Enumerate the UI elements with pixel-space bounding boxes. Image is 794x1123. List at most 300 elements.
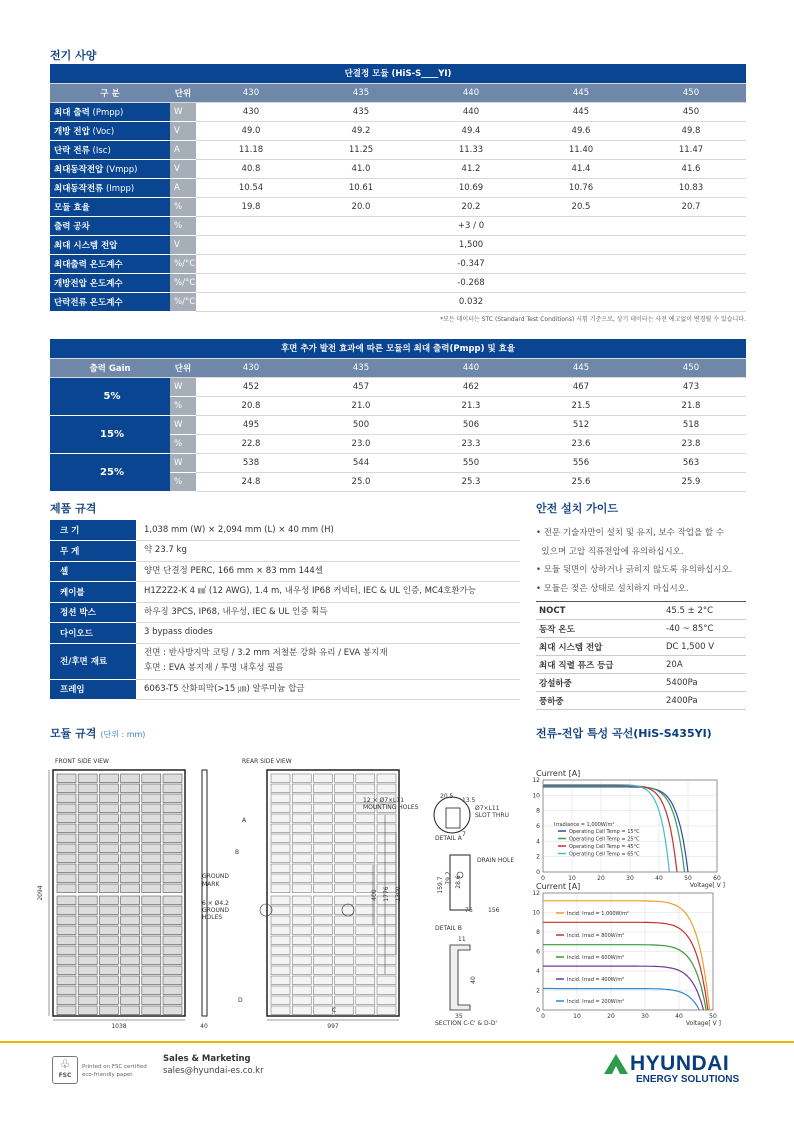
y-tick-label: 0 xyxy=(536,869,540,876)
row-unit: % xyxy=(170,472,196,491)
value-cell: 19.8 xyxy=(196,197,306,216)
dim-159-7: 159.7 xyxy=(437,876,444,894)
value-cell: 23.3 xyxy=(416,434,526,453)
value-cell: 20.0 xyxy=(306,197,416,216)
row-label-ko: 단락 전류 xyxy=(54,145,90,156)
dim-1776: 1776 xyxy=(383,886,390,902)
label-c: C xyxy=(332,1007,337,1014)
dim-1300: 1300 xyxy=(395,886,402,902)
y-tick-label: 4 xyxy=(536,968,540,975)
dim-79-2: 79.2 xyxy=(445,871,452,885)
value-cell: 20.5 xyxy=(526,197,636,216)
gain-row-w xyxy=(50,377,746,396)
model-header: 435 xyxy=(306,83,416,102)
product-spec-text: 전면 : 반사방지막 코팅 / 3.2 mm 저철분 강화 유리 / EVA 봉지재 xyxy=(144,648,388,658)
dim-7: 7 xyxy=(462,831,466,838)
value-cell: 556 xyxy=(526,453,636,472)
value-cell: 25.3 xyxy=(416,472,526,491)
ground-holes-label: 6 × Ø4.2 xyxy=(202,900,229,907)
x-tick-label: 10 xyxy=(568,875,576,882)
product-spec-value xyxy=(136,643,520,679)
dim-400: 400 xyxy=(371,889,378,901)
slot-label2: SLOT THRU xyxy=(475,812,509,819)
module-dims-title-text: 모듈 규격 xyxy=(50,727,97,740)
value-cell: -0.347 xyxy=(196,254,746,273)
detail-b-label: DETAIL B xyxy=(435,925,462,932)
product-spec-table xyxy=(50,520,520,700)
spec-row xyxy=(50,216,746,235)
value-cell: 21.8 xyxy=(636,396,746,415)
safety-spec-key: NOCT xyxy=(536,602,666,620)
value-cell: 11.18 xyxy=(196,140,306,159)
iv-chart-temperature xyxy=(532,768,732,888)
row-label: 개방전압 온도계수 xyxy=(50,273,170,292)
value-cell: 49.4 xyxy=(416,121,526,140)
col-unit: 단위 xyxy=(170,83,196,102)
value-cell: 20.8 xyxy=(196,396,306,415)
product-spec-row xyxy=(50,602,520,623)
row-label xyxy=(50,178,170,197)
brand-sub: ENERGY SOLUTIONS xyxy=(636,1074,740,1085)
product-spec-text: H1Z2Z2-K 4 ㎟ (12 AWG), 1.4 m, 내우성 IP68 커넥터, IEC & UL 인증, MC4호환가능 xyxy=(144,586,477,597)
legend-label: Incid. Irrad = 200W/m² xyxy=(567,999,625,1005)
safety-bullet: • 모듈은 젖은 상태로 설치하지 마십시오. xyxy=(536,583,689,594)
legend-label: Operating Cell Temp = 65°C xyxy=(569,851,640,858)
row-label-en: (Vmpp) xyxy=(103,164,138,175)
ground-holes-label2: GROUND xyxy=(202,907,230,914)
row-label-ko: 개방 전압 xyxy=(54,126,90,137)
iv-chart-title: 전류-전압 특성 곡선(HiS-S435YI) xyxy=(536,727,712,740)
dim-35: 35 xyxy=(455,1013,463,1020)
y-tick-label: 10 xyxy=(532,909,540,917)
row-unit: %/°C xyxy=(170,254,196,273)
product-spec-label: 다이오드 xyxy=(50,623,136,644)
row-label-en: (Pmpp) xyxy=(89,107,124,118)
row-unit: A xyxy=(170,178,196,197)
model-header: 435 xyxy=(306,358,416,377)
safety-spec-value: 5400Pa xyxy=(666,674,746,692)
product-spec-value xyxy=(136,679,520,700)
ground-mark-label: GROUND xyxy=(202,873,230,880)
product-spec-label: 크 기 xyxy=(50,520,136,541)
safety-spec-table xyxy=(536,601,746,710)
value-cell: 538 xyxy=(196,453,306,472)
value-cell: 21.5 xyxy=(526,396,636,415)
row-unit: % xyxy=(170,434,196,453)
row-label: 최대출력 온도계수 xyxy=(50,254,170,273)
rear-view-label: REAR SIDE VIEW xyxy=(242,758,292,765)
safety-bullet: • 전문 기술자만이 설치 및 유지, 보수 작업을 할 수 xyxy=(536,528,725,538)
col-label: 출력 Gain xyxy=(50,358,170,377)
section-label: SECTION C-C' & D-D' xyxy=(435,1020,498,1027)
product-spec-label: 프레임 xyxy=(50,679,136,700)
product-spec-row xyxy=(50,561,520,582)
row-label-ko: 최대동작전류 xyxy=(54,183,104,194)
value-cell: 23.0 xyxy=(306,434,416,453)
value-cell: 23.6 xyxy=(526,434,636,453)
model-header: 445 xyxy=(526,83,636,102)
safety-spec-row xyxy=(536,602,746,620)
row-label xyxy=(50,102,170,121)
row-label-en: (Isc) xyxy=(89,145,111,156)
x-tick-label: 40 xyxy=(655,875,663,882)
product-spec-text: 양면 단결정 PERC, 166 mm × 83 mm 144셀 xyxy=(144,565,324,576)
value-cell: 495 xyxy=(196,415,306,434)
bifacial-header: 후면 추가 발전 효과에 따른 모듈의 최대 출력(Pmpp) 및 효율 xyxy=(50,339,746,358)
spec-row xyxy=(50,140,746,159)
value-cell: 10.61 xyxy=(306,178,416,197)
fsc-mark: FSC xyxy=(58,1072,72,1079)
value-cell: 41.4 xyxy=(526,159,636,178)
product-spec-label: 전/후면 재료 xyxy=(50,643,136,679)
row-label xyxy=(50,159,170,178)
spec-row xyxy=(50,121,746,140)
y-tick-label: 6 xyxy=(536,823,540,830)
mounting-holes-label: 12 × Ø7×L11 xyxy=(363,797,405,804)
value-cell: 506 xyxy=(416,415,526,434)
value-cell: 462 xyxy=(416,377,526,396)
value-cell: 40.8 xyxy=(196,159,306,178)
rear-width-dim: 997 xyxy=(327,1023,339,1030)
value-cell: 41.6 xyxy=(636,159,746,178)
width-dim: 1038 xyxy=(111,1023,127,1030)
y-axis-label: Current [A] xyxy=(536,882,581,891)
safety-spec-row xyxy=(536,692,746,710)
ground-holes-label3: HOLES xyxy=(202,914,223,921)
row-label xyxy=(50,197,170,216)
spec-row xyxy=(50,102,746,121)
module-drawings xyxy=(30,750,530,1030)
safety-bullet: 있으며 고압 직류전압에 유의하십시오. xyxy=(536,546,684,557)
safety-spec-key: 최대 시스템 전압 xyxy=(536,638,666,656)
model-header: 450 xyxy=(636,83,746,102)
x-tick-label: 50 xyxy=(684,875,692,882)
row-label: 단락전류 온도계수 xyxy=(50,292,170,311)
value-cell: 23.8 xyxy=(636,434,746,453)
value-cell: 10.54 xyxy=(196,178,306,197)
value-cell: 49.2 xyxy=(306,121,416,140)
value-cell: 550 xyxy=(416,453,526,472)
brand-name: HYUNDAI xyxy=(630,1052,730,1075)
row-unit: V xyxy=(170,159,196,178)
row-label-en: (Voc) xyxy=(89,126,115,137)
slot-label: Ø7×L11 xyxy=(475,805,500,812)
product-spec-label: 무 게 xyxy=(50,541,136,562)
mounting-holes-label2: MOUNTING HOLES xyxy=(363,804,419,811)
spec-row xyxy=(50,197,746,216)
spec-row xyxy=(50,254,746,273)
value-cell: 512 xyxy=(526,415,636,434)
value-cell: 430 xyxy=(196,102,306,121)
product-spec-row xyxy=(50,582,520,603)
x-tick-label: 10 xyxy=(573,1013,581,1020)
sales-email[interactable]: sales@hyundai-es.co.kr xyxy=(163,1066,264,1076)
product-spec-value xyxy=(136,520,520,541)
product-spec-row xyxy=(50,520,520,541)
safety-spec-key: 풍하중 xyxy=(536,692,666,710)
x-tick-label: 0 xyxy=(541,875,545,882)
gain-label: 15% xyxy=(50,415,170,453)
product-spec-row xyxy=(50,643,520,679)
detail-a-slot xyxy=(446,808,460,828)
spec-row xyxy=(50,235,746,254)
value-cell: 435 xyxy=(306,102,416,121)
label-a: A xyxy=(242,817,247,824)
module-dims-title xyxy=(50,725,145,741)
sales-title: Sales & Marketing xyxy=(163,1054,251,1064)
y-tick-label: 10 xyxy=(532,792,540,800)
value-cell: 11.47 xyxy=(636,140,746,159)
row-unit: V xyxy=(170,235,196,254)
value-cell: 1,500 xyxy=(196,235,746,254)
value-cell: 41.2 xyxy=(416,159,526,178)
product-spec-row xyxy=(50,623,520,644)
row-unit: A xyxy=(170,140,196,159)
safety-spec-row xyxy=(536,656,746,674)
safety-bullet: • 모듈 뒷면이 상하거나 긁히지 않도록 유의하십시오. xyxy=(536,565,733,575)
safety-spec-value: 45.5 ± 2°C xyxy=(666,602,746,620)
y-tick-label: 12 xyxy=(532,890,540,897)
spec-row xyxy=(50,273,746,292)
dim-20-5: 20.5 xyxy=(440,793,454,800)
row-unit: % xyxy=(170,197,196,216)
spec-row xyxy=(50,178,746,197)
y-tick-label: 0 xyxy=(536,1007,540,1014)
product-spec-value xyxy=(136,623,520,644)
value-cell: -0.268 xyxy=(196,273,746,292)
y-tick-label: 2 xyxy=(536,987,540,995)
value-cell: 25.0 xyxy=(306,472,416,491)
safety-spec-key: 최대 직렬 퓨즈 등급 xyxy=(536,656,666,674)
legend-label: Operating Cell Temp = 25°C xyxy=(569,836,640,843)
row-label: 최대 시스템 전압 xyxy=(50,235,170,254)
value-cell: 41.0 xyxy=(306,159,416,178)
value-cell: 11.33 xyxy=(416,140,526,159)
dim-156: 156 xyxy=(488,907,500,914)
safety-spec-row xyxy=(536,620,746,638)
height-dim: 2094 xyxy=(37,885,44,901)
product-spec-text: 3 bypass diodes xyxy=(144,627,213,638)
row-label-en: (Impp) xyxy=(103,183,135,194)
value-cell: 445 xyxy=(526,102,636,121)
thickness-dim: 40 xyxy=(200,1023,208,1030)
y-tick-label: 4 xyxy=(536,838,540,846)
value-cell: 20.7 xyxy=(636,197,746,216)
safety-spec-value: -40 ~ 85°C xyxy=(666,620,746,638)
value-cell: 22.8 xyxy=(196,434,306,453)
value-cell: 24.8 xyxy=(196,472,306,491)
legend-label: Incid. Irrad = 600W/m² xyxy=(567,955,625,961)
electrical-header: 단결정 모듈 (HiS-S____YI) xyxy=(50,64,746,83)
value-cell: 467 xyxy=(526,377,636,396)
legend-label: Incid. Irrad = 1,000W/m² xyxy=(567,911,630,917)
value-cell: 452 xyxy=(196,377,306,396)
value-cell: 49.0 xyxy=(196,121,306,140)
value-cell: 10.83 xyxy=(636,178,746,197)
gain-row-w xyxy=(50,453,746,472)
dim-76: 76 xyxy=(465,907,473,914)
legend-label: Operating Cell Temp = 45°C xyxy=(569,844,640,850)
gain-label: 5% xyxy=(50,377,170,415)
footer-divider xyxy=(0,1041,794,1043)
safety-title: 안전 설치 가이드 xyxy=(536,502,619,515)
stc-note: *모든 데이터는 STC (Standard Test Conditions) 시험 기준으로, 상기 데이터는 사전 예고없이 변경될 수 있습니다. xyxy=(440,316,746,323)
product-spec-value xyxy=(136,541,520,562)
product-spec-label: 케이블 xyxy=(50,582,136,603)
x-tick-label: 30 xyxy=(626,875,634,882)
value-cell: 49.8 xyxy=(636,121,746,140)
safety-spec-value: 20A xyxy=(666,656,746,674)
safety-spec-key: 동작 온도 xyxy=(536,620,666,638)
value-cell: 25.6 xyxy=(526,472,636,491)
row-label-ko: 최대 출력 xyxy=(54,107,90,118)
y-axis-label: Current [A] xyxy=(536,769,581,778)
x-tick-label: 20 xyxy=(607,1013,615,1020)
value-cell: 21.0 xyxy=(306,396,416,415)
front-view-label: FRONT SIDE VIEW xyxy=(55,758,109,765)
product-spec-text: 하우징 3PCS, IP68, 내우성, IEC & UL 인증 획득 xyxy=(144,606,328,617)
x-tick-label: 40 xyxy=(675,1013,683,1020)
legend-header: Irradiance = 1,000W/m² xyxy=(554,822,615,828)
model-header: 445 xyxy=(526,358,636,377)
x-tick-label: 0 xyxy=(541,1013,545,1020)
value-cell: 11.40 xyxy=(526,140,636,159)
value-cell: 440 xyxy=(416,102,526,121)
value-cell: 0.032 xyxy=(196,292,746,311)
safety-spec-row xyxy=(536,638,746,656)
row-label xyxy=(50,121,170,140)
value-cell: 11.25 xyxy=(306,140,416,159)
product-spec-text: 6063-T5 산화피막(>15 ㎛) 알루미늄 합금 xyxy=(144,683,305,694)
legend-label: Incid. Irrad = 800W/m² xyxy=(567,933,625,939)
product-spec-row xyxy=(50,541,520,562)
y-tick-label: 6 xyxy=(536,948,540,956)
product-spec-label: 셀 xyxy=(50,561,136,582)
row-label-ko: 최대동작전압 xyxy=(54,164,104,175)
detail-a-label: DETAIL A xyxy=(435,835,462,842)
product-spec-value xyxy=(136,602,520,623)
electrical-spec-table xyxy=(50,64,746,312)
x-tick-label: 30 xyxy=(641,1013,649,1020)
value-cell: 473 xyxy=(636,377,746,396)
model-header: 430 xyxy=(196,358,306,377)
hyundai-logo-icon xyxy=(604,1054,628,1074)
legend-label: Incid. Irrad = 400W/m² xyxy=(567,977,625,983)
value-cell: 563 xyxy=(636,453,746,472)
y-tick-label: 8 xyxy=(536,929,540,936)
y-tick-label: 8 xyxy=(536,807,540,815)
safety-spec-key: 강설하중 xyxy=(536,674,666,692)
side-profile xyxy=(202,770,207,1016)
row-unit: W xyxy=(170,102,196,121)
model-header: 450 xyxy=(636,358,746,377)
x-axis-label: Voltage[ V ] xyxy=(685,1020,721,1027)
dim-40: 40 xyxy=(470,976,477,984)
dim-11: 11 xyxy=(458,936,466,943)
x-tick-label: 50 xyxy=(709,1013,717,1020)
value-cell: 10.76 xyxy=(526,178,636,197)
value-cell: 450 xyxy=(636,102,746,121)
value-cell: 21.3 xyxy=(416,396,526,415)
safety-spec-value: 2400Pa xyxy=(666,692,746,710)
spec-row xyxy=(50,292,746,311)
x-tick-label: 60 xyxy=(713,875,721,882)
col-unit: 단위 xyxy=(170,358,196,377)
value-cell: +3 / 0 xyxy=(196,216,746,235)
product-spec-label: 정션 박스 xyxy=(50,602,136,623)
drain-hole-label: DRAIN HOLE xyxy=(477,857,515,864)
model-header: 440 xyxy=(416,358,526,377)
x-tick-label: 20 xyxy=(597,875,605,882)
bifacial-table xyxy=(50,339,746,492)
value-cell: 49.6 xyxy=(526,121,636,140)
dim-28-6: 28.6 xyxy=(455,875,462,889)
fsc-line1: Printed on FSC certified xyxy=(82,1064,147,1070)
dim-13-5: 13.5 xyxy=(462,797,476,804)
row-unit: W xyxy=(170,415,196,434)
fsc-logo-icon: ♧ FSC xyxy=(52,1056,78,1084)
iv-chart-irradiance xyxy=(532,879,732,1031)
row-label: 출력 공차 xyxy=(50,216,170,235)
row-unit: % xyxy=(170,216,196,235)
x-axis-label: Voltage[ V ] xyxy=(689,882,725,889)
safety-spec-value: DC 1,500 V xyxy=(666,638,746,656)
legend-label: Operating Cell Temp = 15°C xyxy=(569,829,640,835)
value-cell: 500 xyxy=(306,415,416,434)
fsc-line2: eco-friendly paper. xyxy=(82,1072,134,1078)
value-cell: 25.9 xyxy=(636,472,746,491)
model-header: 430 xyxy=(196,83,306,102)
model-header: 440 xyxy=(416,83,526,102)
gain-row-w xyxy=(50,415,746,434)
gain-label: 25% xyxy=(50,453,170,491)
product-spec-value xyxy=(136,582,520,603)
value-cell: 457 xyxy=(306,377,416,396)
row-label-ko: 모듈 효율 xyxy=(54,202,90,213)
row-unit: %/°C xyxy=(170,292,196,311)
section-profile xyxy=(450,945,470,1010)
row-unit: W xyxy=(170,453,196,472)
product-spec-value xyxy=(136,561,520,582)
y-tick-label: 2 xyxy=(536,853,540,861)
label-d: D xyxy=(238,997,243,1004)
electrical-title: 전기 사양 xyxy=(50,49,97,62)
row-unit: W xyxy=(170,377,196,396)
product-spec-row xyxy=(50,679,520,700)
product-spec-text: 1,038 mm (W) × 2,094 mm (L) × 40 mm (H) xyxy=(144,524,334,535)
value-cell: 10.69 xyxy=(416,178,526,197)
product-spec-text2: 후면 : EVA 봉지재 / 투명 내후성 필름 xyxy=(144,663,284,673)
row-unit: %/°C xyxy=(170,273,196,292)
product-spec-title: 제품 규격 xyxy=(50,502,97,515)
value-cell: 518 xyxy=(636,415,746,434)
product-spec-text: 약 23.7 kg xyxy=(144,545,187,556)
value-cell: 20.2 xyxy=(416,197,526,216)
col-label: 구 분 xyxy=(50,83,170,102)
row-unit: V xyxy=(170,121,196,140)
spec-row xyxy=(50,159,746,178)
safety-guide-list xyxy=(536,524,776,598)
ground-mark-label2: MARK xyxy=(202,881,220,888)
safety-spec-row xyxy=(536,674,746,692)
row-label xyxy=(50,140,170,159)
y-tick-label: 12 xyxy=(532,777,540,784)
fsc-text xyxy=(82,1063,147,1079)
row-unit: % xyxy=(170,396,196,415)
module-dims-unit: (단위 : mm) xyxy=(100,730,146,739)
label-b: B xyxy=(235,849,240,856)
value-cell: 544 xyxy=(306,453,416,472)
